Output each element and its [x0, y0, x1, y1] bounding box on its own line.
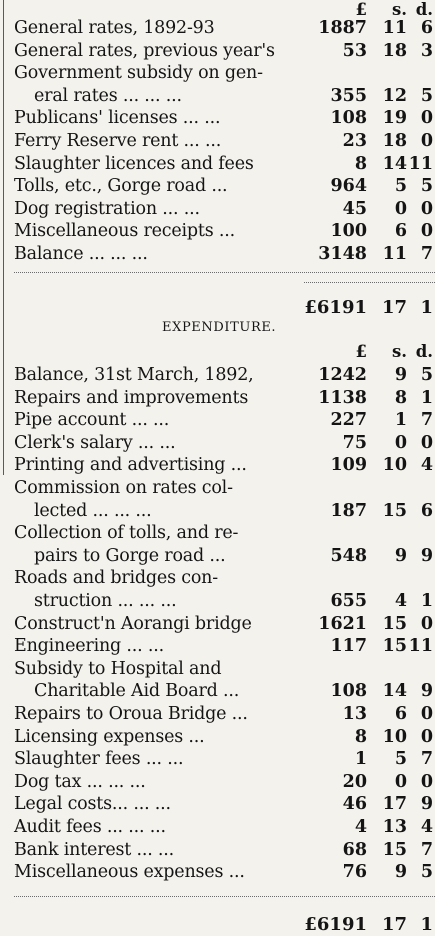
- pence-value: 4: [420, 817, 433, 837]
- income-row: [14, 85, 435, 107]
- pounds-value: 68: [342, 839, 367, 860]
- income-item-label: Balance ... ... ...: [14, 244, 148, 264]
- shillings-value: 17: [381, 914, 407, 935]
- expenditure-item-label: Slaughter fees ... ...: [14, 749, 184, 770]
- expenditure-row: [14, 658, 435, 680]
- expenditure-row: [14, 545, 435, 567]
- pence-value: 3: [420, 40, 433, 61]
- header-pounds-value: £: [355, 0, 367, 19]
- header-shillings-value: s.: [391, 342, 407, 361]
- expenditure-item-label: Commission on rates col-: [14, 478, 233, 498]
- expenditure-row: [14, 793, 435, 815]
- pounds-value: 75: [342, 432, 367, 453]
- income-row: [14, 17, 435, 39]
- expenditure-row: [14, 635, 435, 657]
- expenditure-row: [14, 432, 435, 454]
- shillings-value: 6: [394, 704, 407, 724]
- pence-value: 5: [420, 176, 433, 197]
- pence-value: 1: [420, 387, 433, 408]
- column-rule: [3, 0, 4, 475]
- pounds-value: 655: [330, 591, 367, 611]
- income-item-label: Ferry Reserve rent ... ...: [14, 131, 222, 151]
- pence-value: 11: [408, 636, 433, 657]
- shillings-value: 14: [382, 153, 407, 174]
- pence-value: 9: [420, 681, 433, 702]
- pounds-value: 3148: [318, 244, 367, 264]
- expenditure-row: [14, 387, 435, 409]
- pence-value: 9: [420, 545, 433, 566]
- pounds-value: 46: [342, 794, 367, 815]
- income-total-rule: [14, 272, 435, 273]
- shillings-value: 0: [394, 198, 407, 219]
- shillings-value: 8: [394, 387, 407, 408]
- pounds-value: 548: [330, 545, 367, 566]
- pounds-value: £6191: [304, 914, 367, 935]
- pounds-value: 13: [342, 704, 367, 724]
- expenditure-item-label: pairs to Gorge road ...: [34, 545, 226, 566]
- pence-value: 1: [420, 914, 433, 935]
- expenditure-item-label: Subsidy to Hospital and: [14, 658, 222, 679]
- pounds-value: 1621: [318, 613, 367, 634]
- shillings-value: 15: [382, 636, 407, 657]
- income-row: [14, 243, 435, 265]
- pence-value: 1: [420, 591, 433, 611]
- expenditure-item-label: Legal costs... ... ...: [14, 794, 171, 815]
- pounds-value: 8: [354, 153, 367, 174]
- pence-value: 0: [420, 221, 433, 242]
- shillings-value: 19: [382, 108, 407, 129]
- income-item-label: Dog registration ... ...: [14, 198, 200, 219]
- pounds-value: 355: [330, 85, 367, 106]
- income-row: [14, 130, 435, 152]
- expenditure-item-label: Collection of tolls, and re-: [14, 523, 239, 544]
- expenditure-item-label: Repairs to Oroua Bridge ...: [14, 704, 248, 724]
- pence-value: 0: [420, 726, 433, 747]
- pounds-value: 1: [354, 749, 367, 770]
- pence-value: 7: [420, 839, 433, 860]
- expenditure-column-headers: [14, 341, 435, 363]
- income-row: [14, 175, 435, 197]
- pence-value: 0: [420, 108, 433, 129]
- expenditure-item-label: Balance, 31st March, 1892,: [14, 365, 254, 385]
- expenditure-row: [14, 839, 435, 861]
- expenditure-row: [14, 454, 435, 476]
- income-total-row: [14, 297, 435, 319]
- expenditure-row: [14, 771, 435, 793]
- shillings-value: 12: [382, 85, 407, 106]
- expenditure-item-label: Bank interest ... ...: [14, 839, 175, 860]
- expenditure-item-label: Miscellaneous expenses ...: [14, 862, 245, 883]
- income-row: [14, 198, 435, 220]
- pence-value: 6: [420, 500, 433, 521]
- expenditure-item-label: Clerk's salary ... ...: [14, 432, 176, 453]
- expenditure-item-label: Licensing expenses ...: [14, 726, 205, 747]
- pounds-value: 1887: [318, 18, 367, 38]
- pence-value: 1: [420, 297, 433, 318]
- income-item-label: General rates, 1892-93: [14, 18, 215, 38]
- pounds-value: 23: [342, 131, 367, 151]
- pounds-value: 76: [342, 862, 367, 883]
- pounds-value: 227: [330, 410, 367, 431]
- pence-value: 5: [420, 85, 433, 106]
- pence-value: 7: [420, 410, 433, 431]
- shillings-value: 9: [394, 862, 407, 883]
- pence-value: 0: [420, 704, 433, 724]
- pence-value: 0: [420, 432, 433, 453]
- expenditure-row: [14, 500, 435, 522]
- pence-value: 5: [420, 365, 433, 385]
- shillings-value: 14: [382, 681, 407, 702]
- expenditure-total-row: [14, 914, 435, 936]
- income-row: [14, 40, 435, 62]
- shillings-value: 0: [394, 432, 407, 453]
- pounds-value: 1138: [318, 387, 367, 408]
- pence-value: 11: [408, 153, 433, 174]
- shillings-value: 15: [382, 500, 407, 521]
- expenditure-title: EXPENDITURE.: [162, 320, 277, 335]
- expenditure-item-label: Engineering ... ...: [14, 636, 164, 657]
- shillings-value: 10: [382, 455, 407, 476]
- pence-value: 0: [420, 771, 433, 792]
- shillings-value: 10: [382, 726, 407, 747]
- pounds-value: 45: [342, 198, 367, 219]
- expenditure-item-label: Construct'n Aorangi bridge: [14, 613, 252, 634]
- expenditure-item-label: Dog tax ... ... ...: [14, 771, 146, 792]
- expenditure-row: [14, 816, 435, 838]
- pence-value: 9: [420, 794, 433, 815]
- shillings-value: 18: [382, 131, 407, 151]
- expenditure-row: [14, 477, 435, 499]
- pounds-value: 20: [342, 771, 367, 792]
- pence-value: 6: [420, 18, 433, 38]
- pounds-value: 8: [354, 726, 367, 747]
- expenditure-row: [14, 522, 435, 544]
- income-row: [14, 62, 435, 84]
- shillings-value: 0: [394, 771, 407, 792]
- shillings-value: 1: [394, 410, 407, 431]
- pounds-value: 108: [330, 108, 367, 129]
- income-item-label: Slaughter licences and fees: [14, 153, 254, 174]
- header-pence-value: d.: [415, 342, 433, 361]
- income-row: [14, 107, 435, 129]
- expenditure-item-label: lected ... ... ...: [34, 500, 152, 521]
- shillings-value: 15: [382, 613, 407, 634]
- pence-value: 7: [420, 749, 433, 770]
- pounds-value: 964: [330, 176, 367, 197]
- shillings-value: 17: [382, 794, 407, 815]
- income-row: [14, 220, 435, 242]
- pounds-value: £6191: [304, 297, 367, 318]
- pounds-value: 1242: [318, 365, 367, 385]
- expenditure-item-label: Charitable Aid Board ...: [34, 681, 240, 702]
- pence-value: 4: [420, 455, 433, 476]
- expenditure-row: [14, 861, 435, 883]
- expenditure-item-label: Roads and bridges con-: [14, 568, 218, 589]
- pence-value: 7: [420, 244, 433, 264]
- expenditure-row: [14, 703, 435, 725]
- expenditure-item-label: Audit fees ... ... ...: [14, 817, 166, 837]
- income-sum-rule: [304, 282, 435, 283]
- expenditure-item-label: Pipe account ... ...: [14, 410, 170, 431]
- expenditure-item-label: struction ... ... ...: [34, 591, 177, 611]
- header-shillings-value: s.: [391, 0, 407, 19]
- expenditure-row: [14, 567, 435, 589]
- pence-value: 0: [420, 198, 433, 219]
- shillings-value: 5: [394, 749, 407, 770]
- shillings-value: 18: [382, 40, 407, 61]
- expenditure-row: [14, 613, 435, 635]
- pence-value: 5: [420, 862, 433, 883]
- shillings-value: 5: [394, 176, 407, 197]
- shillings-value: 17: [381, 297, 407, 318]
- shillings-value: 11: [382, 244, 407, 264]
- pounds-value: 187: [330, 500, 367, 521]
- expenditure-sum-rule: [14, 896, 435, 897]
- income-row: [14, 153, 435, 175]
- expenditure-row: [14, 590, 435, 612]
- pounds-value: 117: [330, 636, 367, 657]
- pounds-value: 53: [342, 40, 367, 61]
- shillings-value: 9: [394, 365, 407, 385]
- shillings-value: 6: [394, 221, 407, 242]
- income-item-label: Tolls, etc., Gorge road ...: [14, 176, 228, 197]
- pounds-value: 4: [354, 817, 367, 837]
- expenditure-row: [14, 748, 435, 770]
- income-item-label: Government subsidy on gen-: [14, 63, 263, 84]
- expenditure-row: [14, 726, 435, 748]
- expenditure-row: [14, 409, 435, 431]
- pounds-value: 109: [330, 455, 367, 476]
- shillings-value: 11: [382, 18, 407, 38]
- shillings-value: 4: [394, 591, 407, 611]
- expenditure-row: [14, 364, 435, 386]
- pounds-value: 100: [330, 221, 367, 242]
- income-item-label: eral rates ... ... ...: [34, 85, 182, 106]
- pounds-value: 108: [330, 681, 367, 702]
- income-item-label: General rates, previous year's: [14, 40, 275, 61]
- shillings-value: 15: [382, 839, 407, 860]
- shillings-value: 9: [394, 545, 407, 566]
- expenditure-item-label: Printing and advertising ...: [14, 455, 247, 476]
- expenditure-item-label: Repairs and improvements: [14, 387, 249, 408]
- header-pounds-value: £: [355, 342, 367, 361]
- expenditure-row: [14, 680, 435, 702]
- income-item-label: Publicans' licenses ... ...: [14, 108, 221, 129]
- header-pence-value: d.: [415, 0, 433, 19]
- income-item-label: Miscellaneous receipts ...: [14, 221, 236, 242]
- shillings-value: 13: [382, 817, 407, 837]
- pence-value: 0: [420, 613, 433, 634]
- pence-value: 0: [420, 131, 433, 151]
